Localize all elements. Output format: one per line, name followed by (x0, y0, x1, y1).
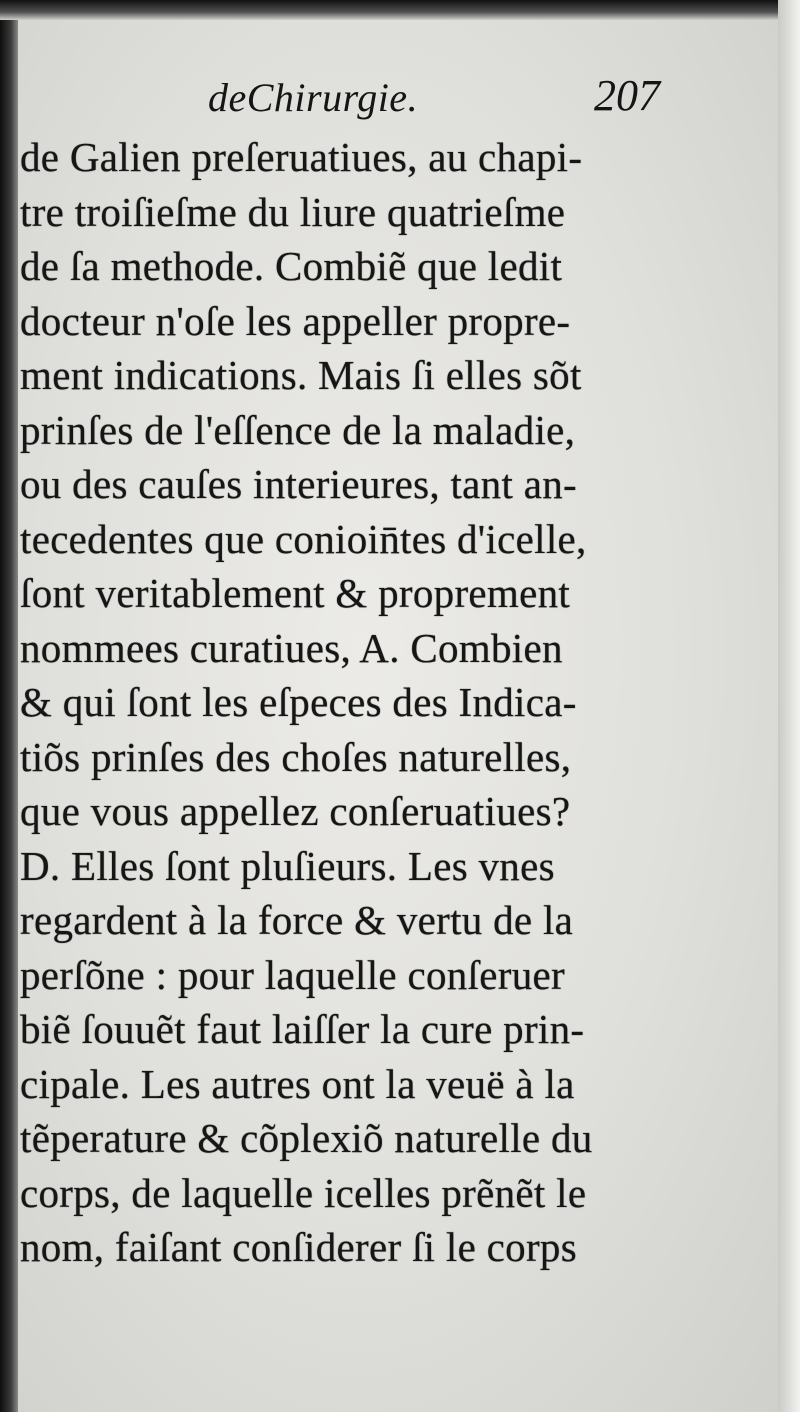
text-line: ſont veritablement & proprement (20, 570, 571, 616)
text-line: tre troiſieſme du liure quatrieſme (20, 188, 566, 235)
text-line: de ſa methode. Combiẽ que ledit (20, 243, 563, 289)
text-line: tecedentes que conioin̄tes d'icelle, (20, 515, 587, 562)
text-line: ment indications. Mais ſi elles sõt (20, 352, 582, 398)
body-text (20, 130, 720, 1275)
text-line: que vous appellez conſeruatiues? (20, 788, 571, 834)
text-line: ou des cauſes interieures, tant an- (20, 461, 577, 507)
text-line: de Galien preſeruatiues, au chapi- (20, 134, 583, 180)
text-line: perſõne : pour laquelle conſeruer (20, 951, 565, 998)
text-line: tiõs prinſes des choſes naturelles, (20, 733, 572, 780)
text-line: D. Elles ſont pluſieurs. Les vnes (20, 842, 555, 889)
page-number: 207 (594, 71, 660, 120)
text-line: & qui ſont les eſpeces des Indica- (20, 679, 577, 725)
text-line: nom, faiſant conſiderer ſi le corps (20, 1224, 577, 1270)
text-line: cipale. Les autres ont la veuë à la (20, 1060, 575, 1107)
page-top-edge (0, 0, 800, 20)
running-head: deChirurgie. (208, 75, 419, 120)
text-line: prinſes de l'eſſence de la maladie, (20, 406, 576, 453)
text-line: nommees curatiues, A. Combien (20, 624, 563, 671)
page-left-edge (0, 0, 18, 1412)
text-line: biẽ ſouuẽt faut laiſſer la cure prin- (20, 1006, 585, 1052)
text-line: docteur n'oſe les appeller propre- (20, 297, 571, 344)
text-line: corps, de laquelle icelles prẽnẽt le (20, 1169, 587, 1216)
text-line: regardent à la force & vertu de la (20, 897, 574, 943)
page-right-edge (778, 0, 800, 1412)
text-line: tẽperature & cõplexiõ naturelle du (20, 1115, 593, 1161)
page-header (0, 70, 800, 130)
